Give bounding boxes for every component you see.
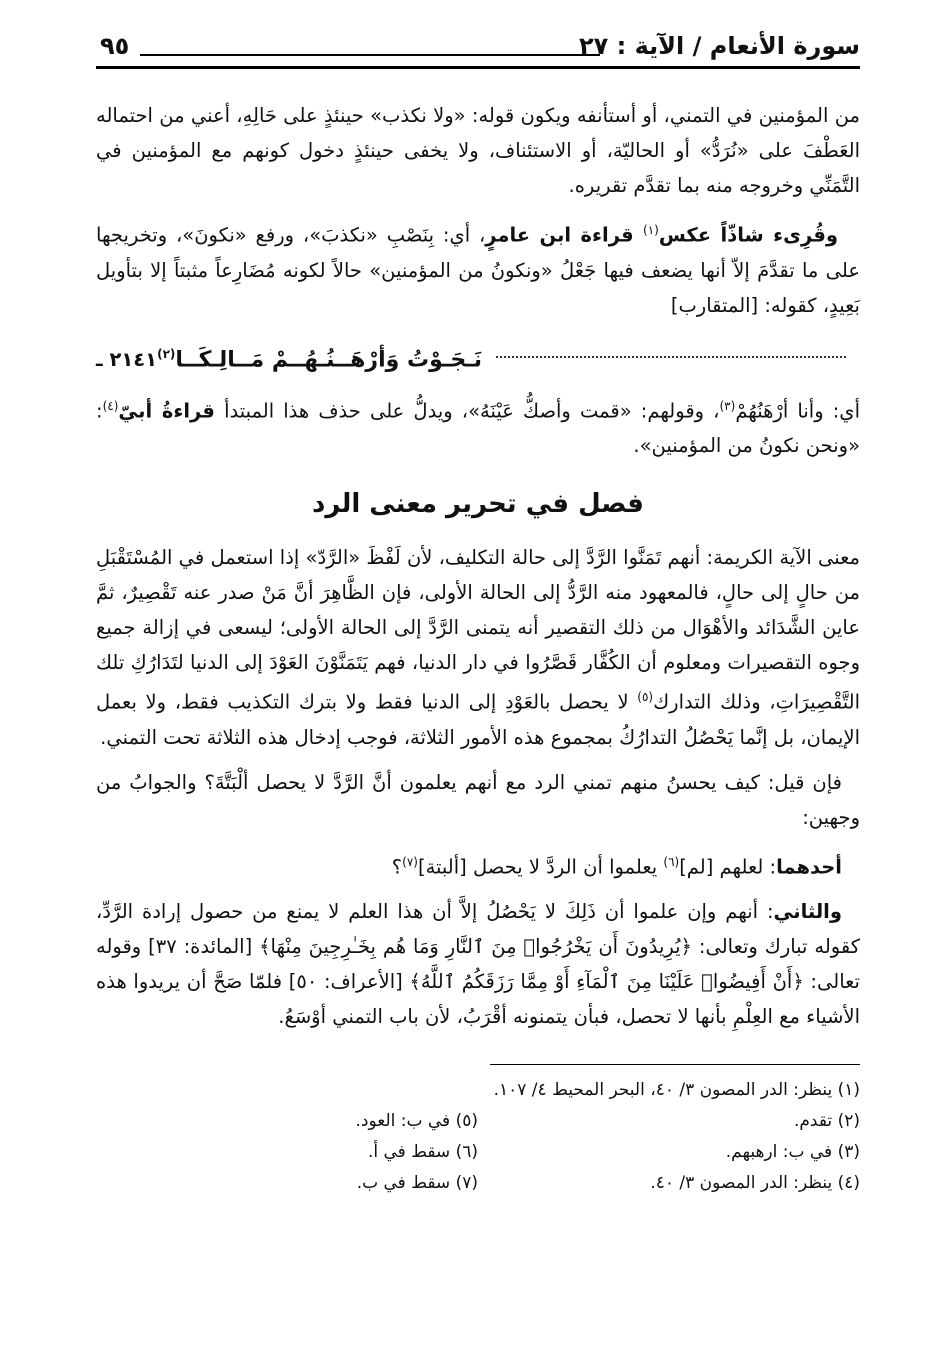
page-number: ٩٥ <box>100 32 130 60</box>
paragraph-3-bold: قراءةُ أبيّ <box>118 399 215 423</box>
footnote-3: (٣) في ب: ارهبهم. <box>725 1142 860 1163</box>
footnote-6: (٦) سقط في أ. <box>367 1142 478 1163</box>
paragraph-6 <box>96 845 860 885</box>
footnote-7: (٧) سقط في ب. <box>356 1173 478 1194</box>
section-title: فصل في تحرير معنى الرد <box>312 489 644 520</box>
paragraph-6-text: : لعلهم [لم] <box>679 855 777 879</box>
paragraph-4-text: معنى الآية الكريمة: أنهم تَمَنَّوا الرَّدَّ إلى حالة التكليف، لأن لَفْظَ «الرَّدّ» إذا استعمل في المُسْتَقْبَلِ من حالٍ إلى حالٍ، فالمعهود منه الرَّدُّ إلى الحالة الأولى، فإن الظَّاهِرَ أنَّ مَنْ صدر عنه تَقْصِيرٌ، ثمَّ عاين الشَّدَائد والأهْوَال من ذلك التقصير أنه يتمنى الرَّدَّ إلى الحالة الأولى؛ ليسعى في إزالة جميع وجوه التقصيرات ومعلوم أن الكُفَّار قَصَّرُوا في دار الدنيا، فهم يَتَمَنَّوْنَ العَوْدَ إلى الدنيا لتَدَارُكِ تلك التَّقْصِيرَاتِ، وذلك التدارك <box>96 546 861 714</box>
verse-number: ٢١٤١ ـ <box>96 347 158 371</box>
verse-line: نَـجَـوْتُ وَأرْهَــنُـهُــمْ مَــالِـكَــا <box>175 346 483 372</box>
verse-text <box>157 337 482 377</box>
paragraph-3-text: أي: وأنا أرْهَنُهُمْ <box>735 399 860 423</box>
verse-dots <box>496 356 846 358</box>
footnote-5: (٥) في ب: العود. <box>355 1111 478 1132</box>
paragraph-2 <box>96 213 860 323</box>
paragraph-6-bold: أحدهما <box>776 855 842 879</box>
paragraph-2-bold: وقُرِىء شاذّاً عكس <box>658 223 838 247</box>
footnote-ref-6: (٦) <box>663 854 680 869</box>
header-rule <box>96 66 860 69</box>
paragraph-3-end: : «ونحن نكونُ من المؤمنين». <box>96 399 860 458</box>
paragraph-2-text: ، أي: بِنَصْبِ «نكذبَ»، ورفع «نكونَ»، وتخريجها على ما تقدَّمَ إلاّ أنها يضعف فيها جَعْلُ «ونكونُ من المؤمنين» حالاً لكونه مُضَارِعاً مثبتاً إلا بتأويل بَعِيدٍ، كقوله: [المتقارب] <box>96 223 860 317</box>
main-text <box>96 98 860 1199</box>
paragraph-2-bold-2: قراءة ابن عامرٍ <box>485 223 644 247</box>
paragraph-7 <box>96 894 860 1034</box>
header-line <box>140 54 600 56</box>
footnote-1: (١) ينظر: الدر المصون ٣/ ٤٠، البحر المحيط ٤/ ١٠٧. <box>493 1080 860 1101</box>
paragraph-1: من المؤمنين في التمني، أو أستأنفه ويكون قوله: «ولا نكذب» حينئذٍ على حَالِهِ، أعني من احتماله العَطْفَ على «نُرَدُّ» أو الحاليّة، أو الاستئناف، ولا يخفى حينئذٍ دخول كونهم مع المؤمنين في التَّمَنِّي وخروجه منه بما تقدَّم تقريره. <box>96 104 860 197</box>
poetry-verse <box>96 337 860 377</box>
footnote-2: (٢) تقدم. <box>793 1111 860 1132</box>
paragraph-7-text: : أنهم وإن علموا أن ذَلِكَ لا يَحْصُلُ إلاَّ أن هذا العلم لا يمنع من حصول إرادة الرَّدِّ، كقوله تبارك وتعالى: ﴿يُرِيدُونَ أَن يَخْرُجُوا۟ مِنَ ٱلنَّارِ وَمَا هُم بِخَـٰرِجِينَ مِنْهَا﴾ [المائدة: ٣٧] وقوله تعالى: ﴿أَنْ أَفِيضُوا۟ عَلَيْنَا مِنَ ٱلْمَآءِ أَوْ مِمَّا رَزَقَكُمُ ٱللَّهُ﴾ [الأعراف: ٥٠] فلمّا صَحَّ أن يريدوا هذه الأشياء مع العِلْمِ بأنها لا تحصل، فبأن يتمنونه أقْرَبُ، لأن باب التمني أوْسَعُ. <box>96 900 860 1029</box>
footnote-ref-7: (٧) <box>402 854 418 869</box>
paragraph-4 <box>96 540 860 755</box>
paragraph-5: فإن قيل: كيف يحسنُ منهم تمني الرد مع أنهم يعلمون أنَّ الرَّدَّ لا يحصل ألْبَتَّةَ؟ والجوابُ من وجهين: <box>96 770 860 829</box>
paragraph-6-rest: يعلموا أن الردَّ لا يحصل [ألبتة] <box>417 855 664 879</box>
paragraph-7-bold: والثاني <box>773 900 842 924</box>
header-title: سورة الأنعام / الآية : ٢٧ <box>579 32 860 60</box>
footnote-row <box>96 1106 860 1137</box>
paragraph-3-middle: ، وقولهم: «قمت وأصكُّ عَيْنَهُ»، ويدلُّ على حذف هذا المبتدأ <box>214 399 720 423</box>
footnotes <box>96 1075 860 1199</box>
footnote-ref-5: (٥) <box>637 690 654 705</box>
footnote-4: (٤) ينظر: الدر المصون ٣/ ٤٠. <box>650 1173 860 1194</box>
footnote-rule <box>490 1064 860 1065</box>
page <box>96 28 860 1199</box>
running-header <box>96 28 860 68</box>
paragraph-3 <box>96 389 860 464</box>
footnote-ref-1: (١) <box>643 223 659 237</box>
paragraph-4-rest: لا يحصل بالعَوْدِ إلى الدنيا فقط ولا بترك التكذيب فقط، ولا بعمل الإيمان، بل إنَّما يَحْصُلُ التدارُكُ بمجموع هذه الأمور الثلاثة، فوجب إدخال هذه الثلاثة تحت التمني. <box>96 690 860 749</box>
footnote-row <box>96 1168 860 1199</box>
paragraph-6-end: ؟ <box>391 855 403 879</box>
footnote-row <box>96 1137 860 1168</box>
footnote-ref-3: (٣) <box>719 398 736 413</box>
footnote-ref-4: (٤) <box>102 398 119 413</box>
footnote-ref-2: (٢) <box>157 346 176 361</box>
